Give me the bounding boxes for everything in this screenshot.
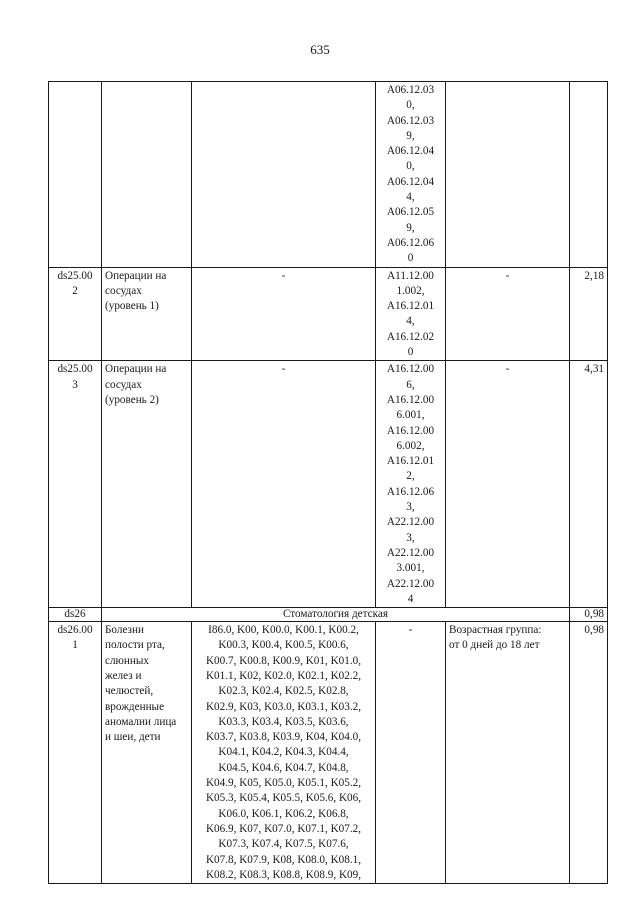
group-name-cell: Болезни полости рта, слюнных желез и челюстей, врожденные аномалии лица и шеи, дети [102, 622, 192, 884]
diagnosis-codes-cell [192, 82, 376, 268]
service-codes-cell: - [376, 622, 446, 884]
other-criteria-cell: - [446, 267, 570, 361]
group-code-cell [49, 82, 102, 268]
group-code-cell: ds25.00 3 [49, 361, 102, 608]
service-codes-cell: А11.12.00 1.002, А16.12.01 4, А16.12.02 0 [376, 267, 446, 361]
group-name-cell: Операции на сосудах (уровень 1) [102, 267, 192, 361]
service-codes-cell: А16.12.00 6, А16.12.00 6.001, А16.12.00 6.002, А16.12.01 2, А16.12.06 3, А22.12.00 3, А22.12.00 3.001, А22.12.00 4 [376, 361, 446, 608]
group-code-cell: ds25.00 2 [49, 267, 102, 361]
group-name-cell [102, 82, 192, 268]
tariff-table [48, 81, 608, 884]
coefficient-cell: 2,18 [570, 267, 608, 361]
other-criteria-cell: Возрастная группа: от 0 дней до 18 лет [446, 622, 570, 884]
coefficient-cell: 0,98 [570, 622, 608, 884]
section-title: Стоматология детская [102, 608, 570, 622]
page-number: 635 [310, 42, 330, 57]
table-row [49, 622, 608, 884]
diagnosis-codes-cell: I86.0, K00, K00.0, K00.1, K00.2, K00.3, K00.4, K00.5, K00.6, K00.7, K00.8, K00.9, K01, K01.0, K01.1, K02, K02.0, K02.1, K02.2, K02.3, K02.4, K02.5, K02.8, K02.9, K03, K03.0, K03.1, K03.2, K03.3, K03.4, K03.5, K03.6, K03.7, K03.8, K03.9, K04, K04.0, K04.1, K04.2, K04.3, K04.4, K04.5, K04.6, K04.7, K04.8, K04.9, K05, K05.0, K05.1, K05.2, K05.3, K05.4, K05.5, K05.6, K06, K06.0, K06.1, K06.2, K06.8, K06.9, K07, K07.0, K07.1, K07.2, K07.3, K07.4, K07.5, K07.6, K07.8, K07.9, K08, K08.0, K08.1, K08.2, K08.3, K08.8, K08.9, K09, [192, 622, 376, 884]
table-row [49, 267, 608, 361]
coefficient-cell [570, 82, 608, 268]
other-criteria-cell [446, 82, 570, 268]
table-row [49, 361, 608, 608]
table-row [49, 82, 608, 268]
service-codes-cell: А06.12.03 0, А06.12.03 9, А06.12.04 0, А06.12.04 4, А06.12.05 9, А06.12.06 0 [376, 82, 446, 268]
diagnosis-codes-cell: - [192, 267, 376, 361]
diagnosis-codes-cell: - [192, 361, 376, 608]
group-code-cell: ds26.00 1 [49, 622, 102, 884]
other-criteria-cell: - [446, 361, 570, 608]
group-name-cell: Операции на сосудах (уровень 2) [102, 361, 192, 608]
coefficient-cell: 4,31 [570, 361, 608, 608]
section-row [49, 608, 608, 622]
coefficient-cell: 0,98 [570, 608, 608, 622]
section-code-cell: ds26 [49, 608, 102, 622]
